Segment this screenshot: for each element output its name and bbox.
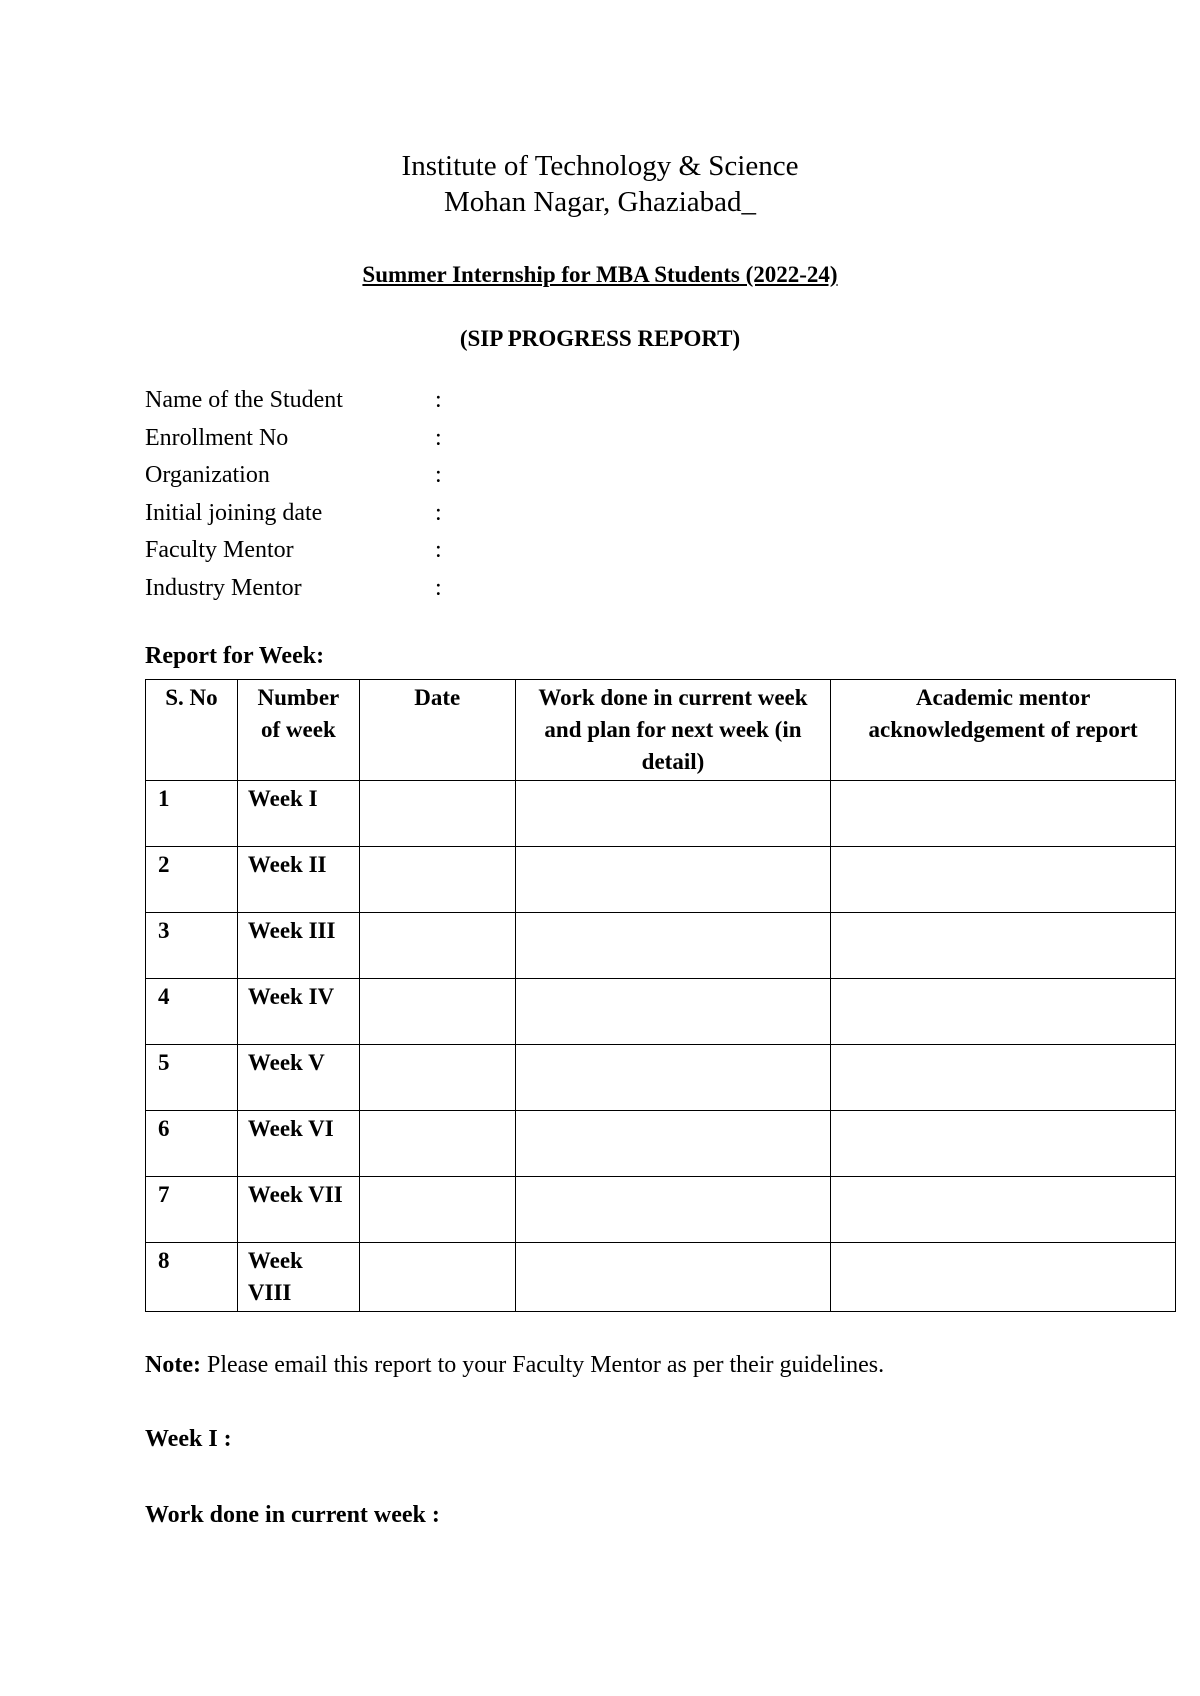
header-mentor-ack: Academic mentor acknowledgement of report [831, 680, 1176, 781]
note-text: Please email this report to your Faculty Mentor as per their guidelines. [200, 1352, 885, 1378]
table-row [146, 1111, 1176, 1177]
table-row [146, 847, 1176, 913]
cell-date[interactable] [359, 979, 515, 1045]
header-week-number: Number of week [237, 680, 359, 781]
cell-date[interactable] [359, 847, 515, 913]
header-sno: S. No [146, 680, 238, 781]
cell-week: Week VIII [237, 1243, 359, 1312]
field-colon: : [435, 387, 442, 413]
field-row-student-name [145, 382, 645, 420]
header-work-done: Work done in current week and plan for next week (in detail) [515, 680, 831, 781]
document-subtitle: Summer Internship for MBA Students (2022-24) [362, 262, 838, 287]
note-label: Note: [145, 1352, 201, 1378]
cell-week: Week IV [237, 979, 359, 1045]
cell-ack[interactable] [831, 781, 1176, 847]
cell-ack[interactable] [831, 1111, 1176, 1177]
table-header-row [146, 680, 1176, 781]
table-row [146, 979, 1176, 1045]
cell-sno: 6 [146, 1111, 238, 1177]
cell-week: Week V [237, 1045, 359, 1111]
field-colon: : [435, 424, 442, 451]
cell-sno: 2 [146, 847, 238, 913]
cell-date[interactable] [359, 913, 515, 979]
cell-ack[interactable] [831, 979, 1176, 1045]
cell-date[interactable] [359, 781, 515, 847]
cell-week: Week III [237, 913, 359, 979]
header-date: Date [359, 680, 515, 781]
table-row [146, 1045, 1176, 1111]
cell-date[interactable] [359, 1177, 515, 1243]
cell-work[interactable] [515, 913, 831, 979]
field-row-industry-mentor [145, 570, 645, 608]
report-title: (SIP PROGRESS REPORT) [459, 326, 741, 351]
cell-date[interactable] [359, 1045, 515, 1111]
cell-work[interactable] [515, 1177, 831, 1243]
cell-ack[interactable] [831, 1243, 1176, 1312]
field-label: Name of the Student [145, 387, 343, 413]
cell-sno: 4 [146, 979, 238, 1045]
cell-sno: 3 [146, 913, 238, 979]
cell-work[interactable] [515, 979, 831, 1045]
field-label: Enrollment No [145, 424, 289, 451]
table-row [146, 1243, 1176, 1312]
field-label: Industry Mentor [145, 574, 302, 601]
work-done-label: Work done in current week : [145, 1502, 440, 1528]
field-label: Initial joining date [145, 499, 323, 526]
cell-week: Week I [237, 781, 359, 847]
field-row-joining-date [145, 495, 645, 533]
cell-work[interactable] [515, 1045, 831, 1111]
cell-sno: 7 [146, 1177, 238, 1243]
institute-location: Mohan Nagar, Ghaziabad_ [443, 186, 757, 218]
cell-date[interactable] [359, 1243, 515, 1312]
field-colon: : [435, 462, 442, 488]
field-label: Faculty Mentor [145, 537, 294, 563]
cell-week: Week VII [237, 1177, 359, 1243]
week-one-label: Week I : [145, 1426, 232, 1452]
cell-sno: 1 [146, 781, 238, 847]
cell-ack[interactable] [831, 847, 1176, 913]
field-row-organization [145, 457, 645, 495]
field-row-faculty-mentor [145, 532, 645, 570]
field-colon: : [435, 574, 442, 601]
cell-week: Week II [237, 847, 359, 913]
cell-ack[interactable] [831, 1177, 1176, 1243]
cell-sno: 5 [146, 1045, 238, 1111]
email-note [145, 1352, 884, 1379]
field-colon: : [435, 537, 442, 563]
table-row [146, 913, 1176, 979]
institute-name: Institute of Technology & Science [401, 150, 799, 182]
cell-date[interactable] [359, 1111, 515, 1177]
cell-ack[interactable] [831, 1045, 1176, 1111]
table-row [146, 1177, 1176, 1243]
table-row [146, 781, 1176, 847]
field-colon: : [435, 499, 442, 526]
report-week-heading: Report for Week: [145, 643, 325, 669]
cell-ack[interactable] [831, 913, 1176, 979]
field-label: Organization [145, 462, 270, 488]
cell-work[interactable] [515, 781, 831, 847]
weekly-report-table [145, 679, 1176, 1312]
cell-work[interactable] [515, 1243, 831, 1312]
cell-work[interactable] [515, 1111, 831, 1177]
field-row-enrollment-no [145, 420, 645, 458]
cell-sno: 8 [146, 1243, 238, 1312]
cell-work[interactable] [515, 847, 831, 913]
student-info-fields [145, 382, 645, 607]
cell-week: Week VI [237, 1111, 359, 1177]
